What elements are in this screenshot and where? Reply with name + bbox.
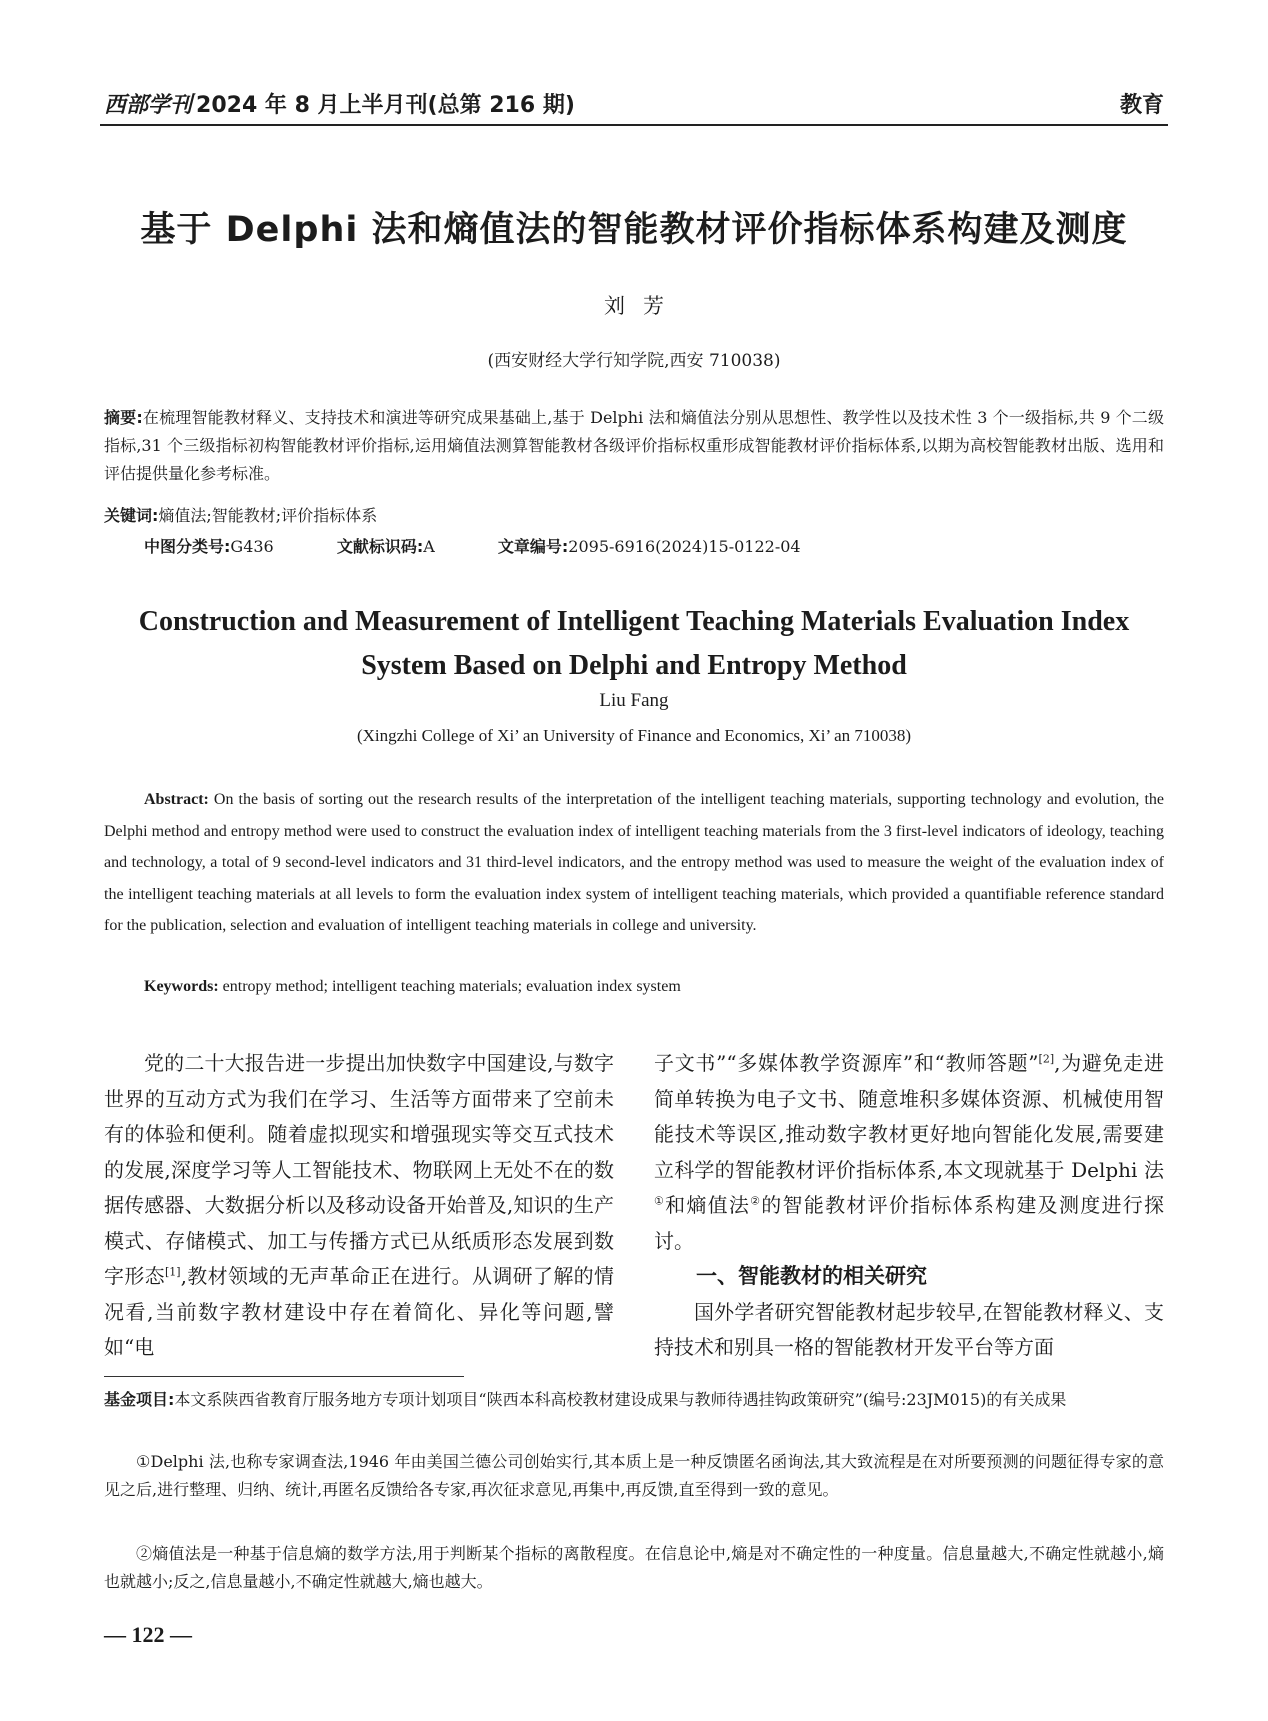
footnote-marker-1[interactable]: ①	[654, 1194, 666, 1208]
doc-code-label: 文献标识码:	[336, 537, 424, 556]
footnote-2: ②熵值法是一种基于信息熵的数学方法,用于判断某个指标的离散程度。在信息论中,熵是对不确定性的一种度量。信息量越大,不确定性就越小,熵也就越小;反之,信息量越小,不确定性就越大,熵也越大。	[104, 1544, 1164, 1591]
body-right-text-b: ,为避免走进简单转换为电子文书、随意堆积多媒体资源、机械使用智能技术等误区,推动数字教材更好地向智能化发展,需要建立科学的智能教材评价指标体系,本文现就基于 Delphi 法	[654, 1051, 1165, 1182]
body-column-left	[104, 1046, 614, 1366]
body-right-text-d: 的智能教材评价指标体系构建及测度进行探讨。	[654, 1193, 1164, 1253]
journal-header	[104, 88, 575, 119]
page-number: — 122 —	[104, 1622, 192, 1647]
footnote-1: ①Delphi 法,也称专家调查法,1946 年由美国兰德公司创始实行,其本质上是一种反馈匿名函询法,其大致流程是在对所要预测的问题征得专家的意见之后,进行整理、归纳、统计,再匿名反馈给各专家,再次征求意见,再集中,再反馈,直至得到一致的意见。	[104, 1452, 1164, 1499]
abstract-en	[104, 784, 1164, 942]
paper-title-cn: 基于 Delphi 法和熵值法的智能教材评价指标体系构建及测度	[140, 210, 1128, 250]
keywords-cn-text: 熵值法;智能教材;评价指标体系	[158, 506, 378, 525]
body-right-paragraph	[654, 1046, 1164, 1259]
citation-ref-1[interactable]: [1]	[165, 1265, 181, 1279]
keywords-cn-label: 关键词:	[104, 506, 159, 525]
clc-label: 中图分类号:	[144, 537, 231, 556]
paper-title-en: Construction and Measurement of Intelligent Teaching Materials Evaluation Index System Based on Delphi and Entropy Method	[138, 606, 1130, 681]
clc-value: G436	[230, 537, 274, 556]
abstract-cn	[104, 404, 1164, 488]
body-right-text-a: 子文书”“多媒体教学资源库”和“教师答题”	[654, 1051, 1039, 1075]
keywords-en	[144, 978, 681, 996]
funding-text: 本文系陕西省教育厅服务地方专项计划项目“陕西本科高校教材建设成果与教师待遇挂钩政策研究”(编号:23JM015)的有关成果	[174, 1390, 1067, 1409]
article-no-value: 2095-6916(2024)15-0122-04	[568, 537, 801, 556]
author-en: Liu Fang	[599, 690, 669, 711]
affiliation-en: (Xingzhi College of Xi’ an University of Finance and Economics, Xi’ an 710038)	[356, 726, 912, 745]
citation-ref-2[interactable]: [2]	[1038, 1052, 1055, 1066]
doc-code-value: A	[423, 537, 435, 556]
funding-label: 基金项目:	[104, 1390, 175, 1409]
abstract-en-text: On the basis of sorting out the research results of the interpretation of the intelligent teaching materials, supporting technology and evolution, the Delphi method and entropy method were used to construct the evaluation index of intelligent teaching materials from the 3 first-level indicators of ideology, teaching and technology, a total of 9 second-level indicators and 31 third-level indicators, and the entropy method was used to measure the weight of the evaluation index of the intelligent teaching materials at all levels to form the evaluation index system of intelligent teaching materials, which provided a quantifiable reference standard for the publication, selection and evaluation of intelligent teaching materials in college and university.	[104, 791, 1165, 934]
keywords-en-text: entropy method; intelligent teaching materials; evaluation index system	[222, 978, 681, 995]
section-heading-1: 一、智能教材的相关研究	[696, 1264, 927, 1288]
body-right-text-e: 国外学者研究智能教材起步较早,在智能教材释义、支持技术和别具一格的智能教材开发平台等方面	[654, 1299, 1164, 1359]
funding-note	[104, 1386, 1164, 1414]
section-label: 教育	[1119, 93, 1164, 118]
footnote-marker-2[interactable]: ②	[750, 1194, 762, 1208]
abstract-en-label: Abstract:	[144, 791, 209, 808]
keywords-en-label: Keywords:	[144, 978, 219, 995]
abstract-cn-label: 摘要:	[104, 408, 143, 427]
body-column-right	[654, 1046, 1164, 1366]
issue-info: 2024 年 8 月上半月刊(总第 216 期)	[196, 93, 575, 118]
body-left-text-b: ,教材领域的无声革命正在进行。从调研了解的情况看,当前数字教材建设中存在着简化、异化等问题,譬如“电	[104, 1264, 615, 1359]
keywords-cn	[104, 502, 1164, 530]
article-no-label: 文章编号:	[497, 537, 569, 556]
abstract-cn-text: 在梳理智能教材释义、支持技术和演进等研究成果基础上,基于 Delphi 法和熵值法分别从思想性、教学性以及技术性 3 个一级指标,共 9 个二级指标,31 个三级指标初构智能教材评价指标,运用熵值法测算智能教材各级评价指标权重形成智能教材评价指标体系,以期为高校智能教材出版、选用和评估提供量化参考标准。	[104, 408, 1164, 483]
affiliation-cn: (西安财经大学行知学院,西安 710038)	[487, 351, 781, 371]
header-divider	[100, 124, 1168, 126]
body-right-text-c: 和熵值法	[665, 1193, 751, 1217]
footnote-divider	[104, 1376, 464, 1377]
body-left-text-a: 党的二十大报告进一步提出加快数字中国建设,与数字世界的互动方式为我们在学习、生活等方面带来了空前未有的体验和便利。随着虚拟现实和增强现实等交互式技术的发展,深度学习等人工智能技术、物联网上无处不在的数据传感器、大数据分析以及移动设备开始普及,知识的生产模式、存储模式、加工与传播方式已从纸质形态发展到数字形态	[104, 1051, 614, 1288]
author-cn: 刘芳	[604, 294, 682, 318]
classification-line	[144, 534, 801, 557]
journal-logo: 西部学刊	[104, 92, 193, 118]
